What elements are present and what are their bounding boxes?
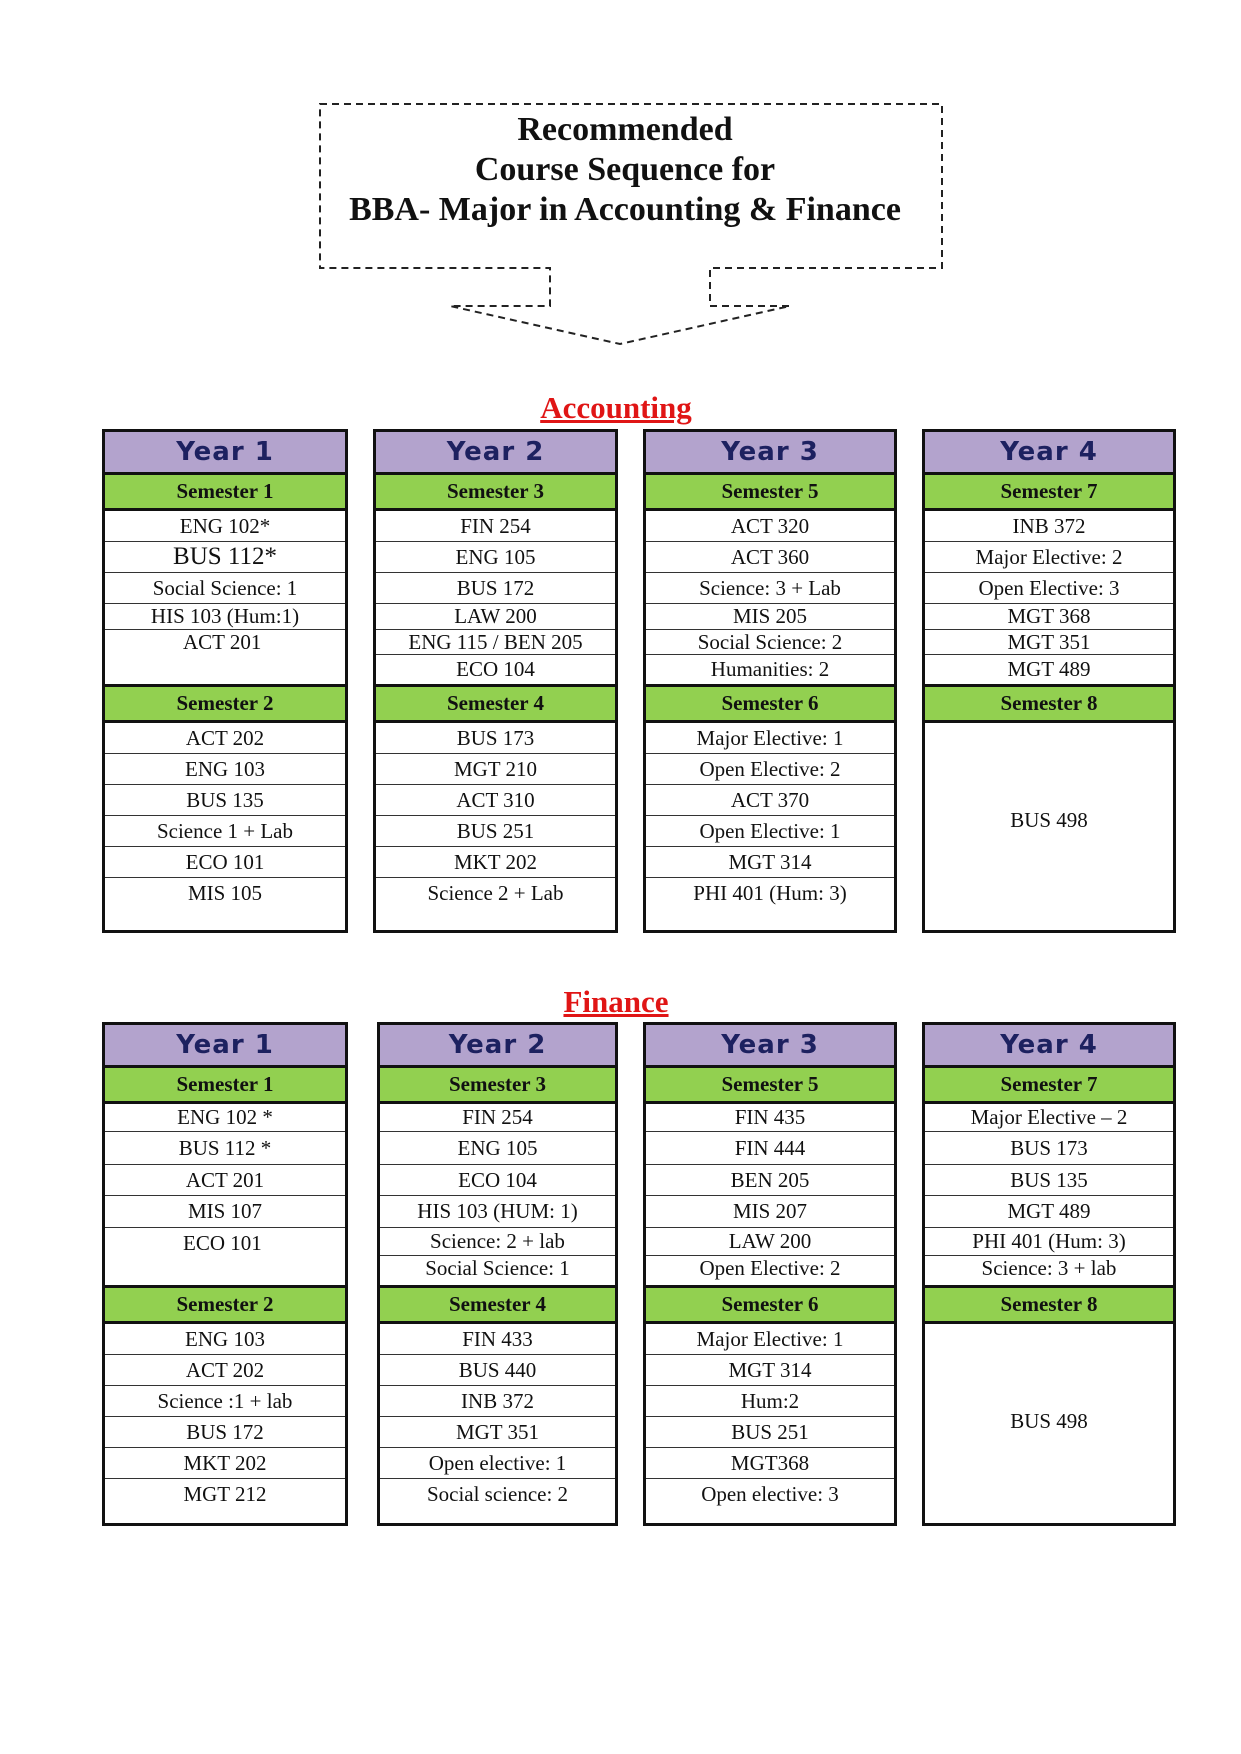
year-header: Year 4	[925, 1025, 1173, 1068]
course-cell: Social science: 2	[426, 1482, 569, 1506]
course-cell: Open elective: 1	[380, 1448, 615, 1479]
course-cell: MIS 207	[646, 1196, 894, 1228]
finance-year-1	[102, 1022, 348, 1526]
semester-header: Semester 3	[380, 1068, 615, 1104]
course-cell: Open elective: 3	[701, 1482, 839, 1506]
year-header: Year 2	[376, 432, 615, 475]
semester-header: Semester 6	[646, 1285, 894, 1324]
course-cell: MGT 368	[925, 604, 1173, 630]
course-cell: LAW 200	[376, 604, 615, 630]
semester-header: Semester 8	[925, 684, 1173, 723]
accounting-year-4	[922, 429, 1176, 933]
course-cell: Hum:2	[646, 1386, 894, 1417]
course-cell: Science: 3 + lab	[981, 1256, 1117, 1280]
course-cell: ACT 370	[646, 785, 894, 816]
course-cell: Open Elective: 2	[646, 754, 894, 785]
course-cell: Science 1 + Lab	[105, 816, 345, 847]
course-cell: Social Science: 1	[425, 1256, 570, 1280]
accounting-year-2	[373, 429, 618, 933]
semester-header: Semester 1	[105, 1068, 345, 1104]
course-cell: BUS 135	[105, 785, 345, 816]
course-cell: ACT 310	[376, 785, 615, 816]
course-cell: BUS 440	[380, 1355, 615, 1386]
course-cell: MGT368	[646, 1448, 894, 1479]
course-cell: Major Elective: 1	[646, 1324, 894, 1355]
course-cell: BUS 173	[376, 723, 615, 754]
course-cell: Open Elective: 1	[646, 816, 894, 847]
course-cell: BUS 498	[1010, 808, 1088, 832]
semester-header: Semester 2	[105, 684, 345, 723]
course-cell: ACT 202	[105, 1355, 345, 1386]
course-cell: FIN 254	[380, 1104, 615, 1132]
course-cell: Science 2 + Lab	[427, 881, 564, 905]
course-cell: ACT 360	[646, 542, 894, 573]
course-cell: FIN 433	[380, 1324, 615, 1355]
finance-year-3	[643, 1022, 897, 1526]
course-cell: ENG 103	[105, 754, 345, 785]
year-header: Year 1	[105, 1025, 345, 1068]
course-cell: Open Elective: 3	[925, 573, 1173, 604]
accounting-year-1	[102, 429, 348, 933]
course-cell: INB 372	[925, 511, 1173, 542]
course-cell: MKT 202	[376, 847, 615, 878]
course-cell: ACT 201	[183, 630, 262, 654]
course-cell: MGT 314	[646, 1355, 894, 1386]
course-cell: MGT 351	[925, 630, 1173, 655]
course-cell: BUS 112*	[105, 542, 345, 573]
course-cell: MGT 210	[376, 754, 615, 785]
course-cell: Humanities: 2	[710, 657, 830, 681]
semester-header: Semester 5	[646, 475, 894, 511]
course-cell: BUS 172	[376, 573, 615, 604]
course-cell: MGT 314	[646, 847, 894, 878]
year-header: Year 1	[105, 432, 345, 475]
semester-header: Semester 1	[105, 475, 345, 511]
course-cell: HIS 103 (HUM: 1)	[380, 1196, 615, 1228]
semester-header: Semester 4	[376, 684, 615, 723]
course-cell: BEN 205	[646, 1165, 894, 1196]
accounting-section-title: Accounting	[540, 390, 692, 425]
course-cell: MGT 212	[183, 1482, 267, 1506]
course-cell: ENG 105	[376, 542, 615, 573]
page-title	[310, 110, 940, 230]
year-header: Year 3	[646, 1025, 894, 1068]
course-cell: BUS 498	[1010, 1409, 1088, 1433]
course-cell: BUS 135	[925, 1165, 1173, 1196]
course-cell: ENG 103	[105, 1324, 345, 1355]
course-cell: Science: 2 + lab	[380, 1228, 615, 1256]
course-cell: MIS 205	[646, 604, 894, 630]
course-cell: BUS 173	[925, 1132, 1173, 1165]
course-cell: Social Science: 1	[105, 573, 345, 604]
course-cell: PHI 401 (Hum: 3)	[693, 881, 847, 905]
accounting-year-3	[643, 429, 897, 933]
course-cell: ACT 320	[646, 511, 894, 542]
course-cell: BUS 251	[376, 816, 615, 847]
year-header: Year 4	[925, 432, 1173, 475]
course-cell: ECO 104	[456, 657, 535, 681]
year-header: Year 2	[380, 1025, 615, 1068]
course-cell: ENG 105	[380, 1132, 615, 1165]
course-cell: ECO 104	[380, 1165, 615, 1196]
course-cell: Major Elective: 1	[646, 723, 894, 754]
finance-section-title: Finance	[563, 984, 669, 1019]
course-cell: ENG 115 / BEN 205	[376, 630, 615, 655]
course-cell: INB 372	[380, 1386, 615, 1417]
course-cell: FIN 435	[646, 1104, 894, 1132]
course-cell: ACT 202	[105, 723, 345, 754]
semester-header: Semester 6	[646, 684, 894, 723]
semester-header: Semester 4	[380, 1285, 615, 1324]
course-cell: Major Elective – 2	[925, 1104, 1173, 1132]
course-cell: MGT 489	[1007, 657, 1091, 681]
course-cell: Major Elective: 2	[925, 542, 1173, 573]
course-cell: ENG 102 *	[105, 1104, 345, 1132]
course-cell: MGT 489	[925, 1196, 1173, 1228]
title-line-3: BBA- Major in Accounting & Finance	[349, 191, 901, 228]
finance-year-4	[922, 1022, 1176, 1526]
semester-header: Semester 2	[105, 1285, 345, 1324]
course-cell: MGT 351	[380, 1417, 615, 1448]
year-header: Year 3	[646, 432, 894, 475]
course-cell: HIS 103 (Hum:1)	[105, 604, 345, 630]
finance-year-2	[377, 1022, 618, 1526]
course-cell: FIN 444	[646, 1132, 894, 1165]
semester-header: Semester 3	[376, 475, 615, 511]
course-cell: ENG 102*	[105, 511, 345, 542]
course-cell: PHI 401 (Hum: 3)	[925, 1228, 1173, 1256]
title-callout	[310, 100, 950, 350]
course-cell: Open Elective: 2	[699, 1256, 841, 1280]
course-cell: MIS 105	[187, 881, 263, 905]
course-cell: MKT 202	[105, 1448, 345, 1479]
course-cell: MIS 107	[105, 1196, 345, 1228]
semester-header: Semester 8	[925, 1285, 1173, 1324]
semester-header: Semester 7	[925, 475, 1173, 511]
course-cell: BUS 251	[646, 1417, 894, 1448]
course-cell: ACT 201	[105, 1165, 345, 1196]
semester-header: Semester 7	[925, 1068, 1173, 1104]
course-cell: ECO 101	[183, 1231, 262, 1255]
title-line-1: Recommended	[517, 111, 733, 148]
course-cell: Science: 3 + Lab	[646, 573, 894, 604]
course-cell: Social Science: 2	[646, 630, 894, 655]
course-cell: ECO 101	[105, 847, 345, 878]
course-cell: LAW 200	[646, 1228, 894, 1256]
course-cell: BUS 112 *	[105, 1132, 345, 1165]
course-cell: FIN 254	[376, 511, 615, 542]
semester-header: Semester 5	[646, 1068, 894, 1104]
course-cell: Science :1 + lab	[105, 1386, 345, 1417]
course-cell: BUS 172	[105, 1417, 345, 1448]
title-line-2: Course Sequence for	[474, 151, 776, 188]
